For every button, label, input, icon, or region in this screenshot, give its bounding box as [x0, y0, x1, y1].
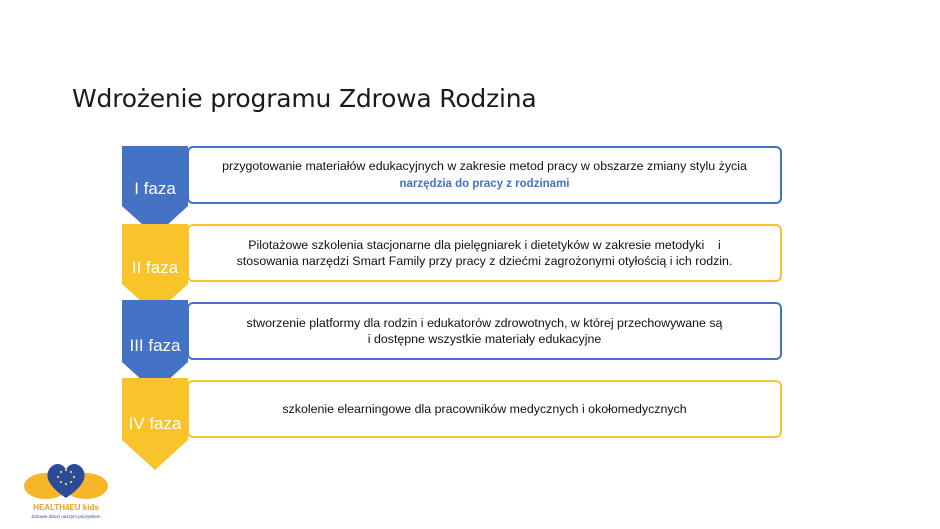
logo-tagline: Zdrowie dzieci naszym priorytetem: [31, 514, 101, 519]
phase-2-description-line-2: stosowania narzędzi Smart Family przy pracy z dziećmi zagrożonymi otyłością i ich rodzin.: [236, 254, 733, 268]
phase-1-description: przygotowanie materiałów edukacyjnych w zakresie metod pracy w obszarze zmiany stylu życia: [222, 158, 747, 173]
phase-2-box: [187, 224, 782, 282]
phase-3-label: III faza: [129, 336, 181, 355]
health4eu-logo: [18, 446, 114, 524]
phase-1-box: [187, 146, 782, 204]
slide-title: Wdrożenie programu Zdrowa Rodzina: [72, 84, 537, 113]
phase-2-label: II faza: [131, 258, 179, 277]
phase-4-description: szkolenie elearningowe dla pracowników medycznych i okołomedycznych: [282, 401, 687, 416]
phase-1-label: I faza: [134, 179, 176, 198]
phase-1-subtitle: narzędzia do pracy z rodzinami: [399, 178, 570, 191]
phase-3-description-line-2: i dostępne wszystkie materiały edukacyjne: [367, 332, 602, 346]
phase-2-description-line-1: Pilotażowe szkolenia stacjonarne dla pielęgniarek i dietetyków w zakresie metodyki i: [248, 237, 721, 252]
phase-4-box: [187, 380, 782, 438]
phase-4-label: IV faza: [128, 414, 182, 433]
phase-3-box: [187, 302, 782, 360]
phase-3-description-line-1: stworzenie platformy dla rodzin i edukatorów zdrowotnych, w której przechowywane są: [246, 315, 723, 330]
logo-name: HEALTH4EU kids: [33, 503, 99, 512]
